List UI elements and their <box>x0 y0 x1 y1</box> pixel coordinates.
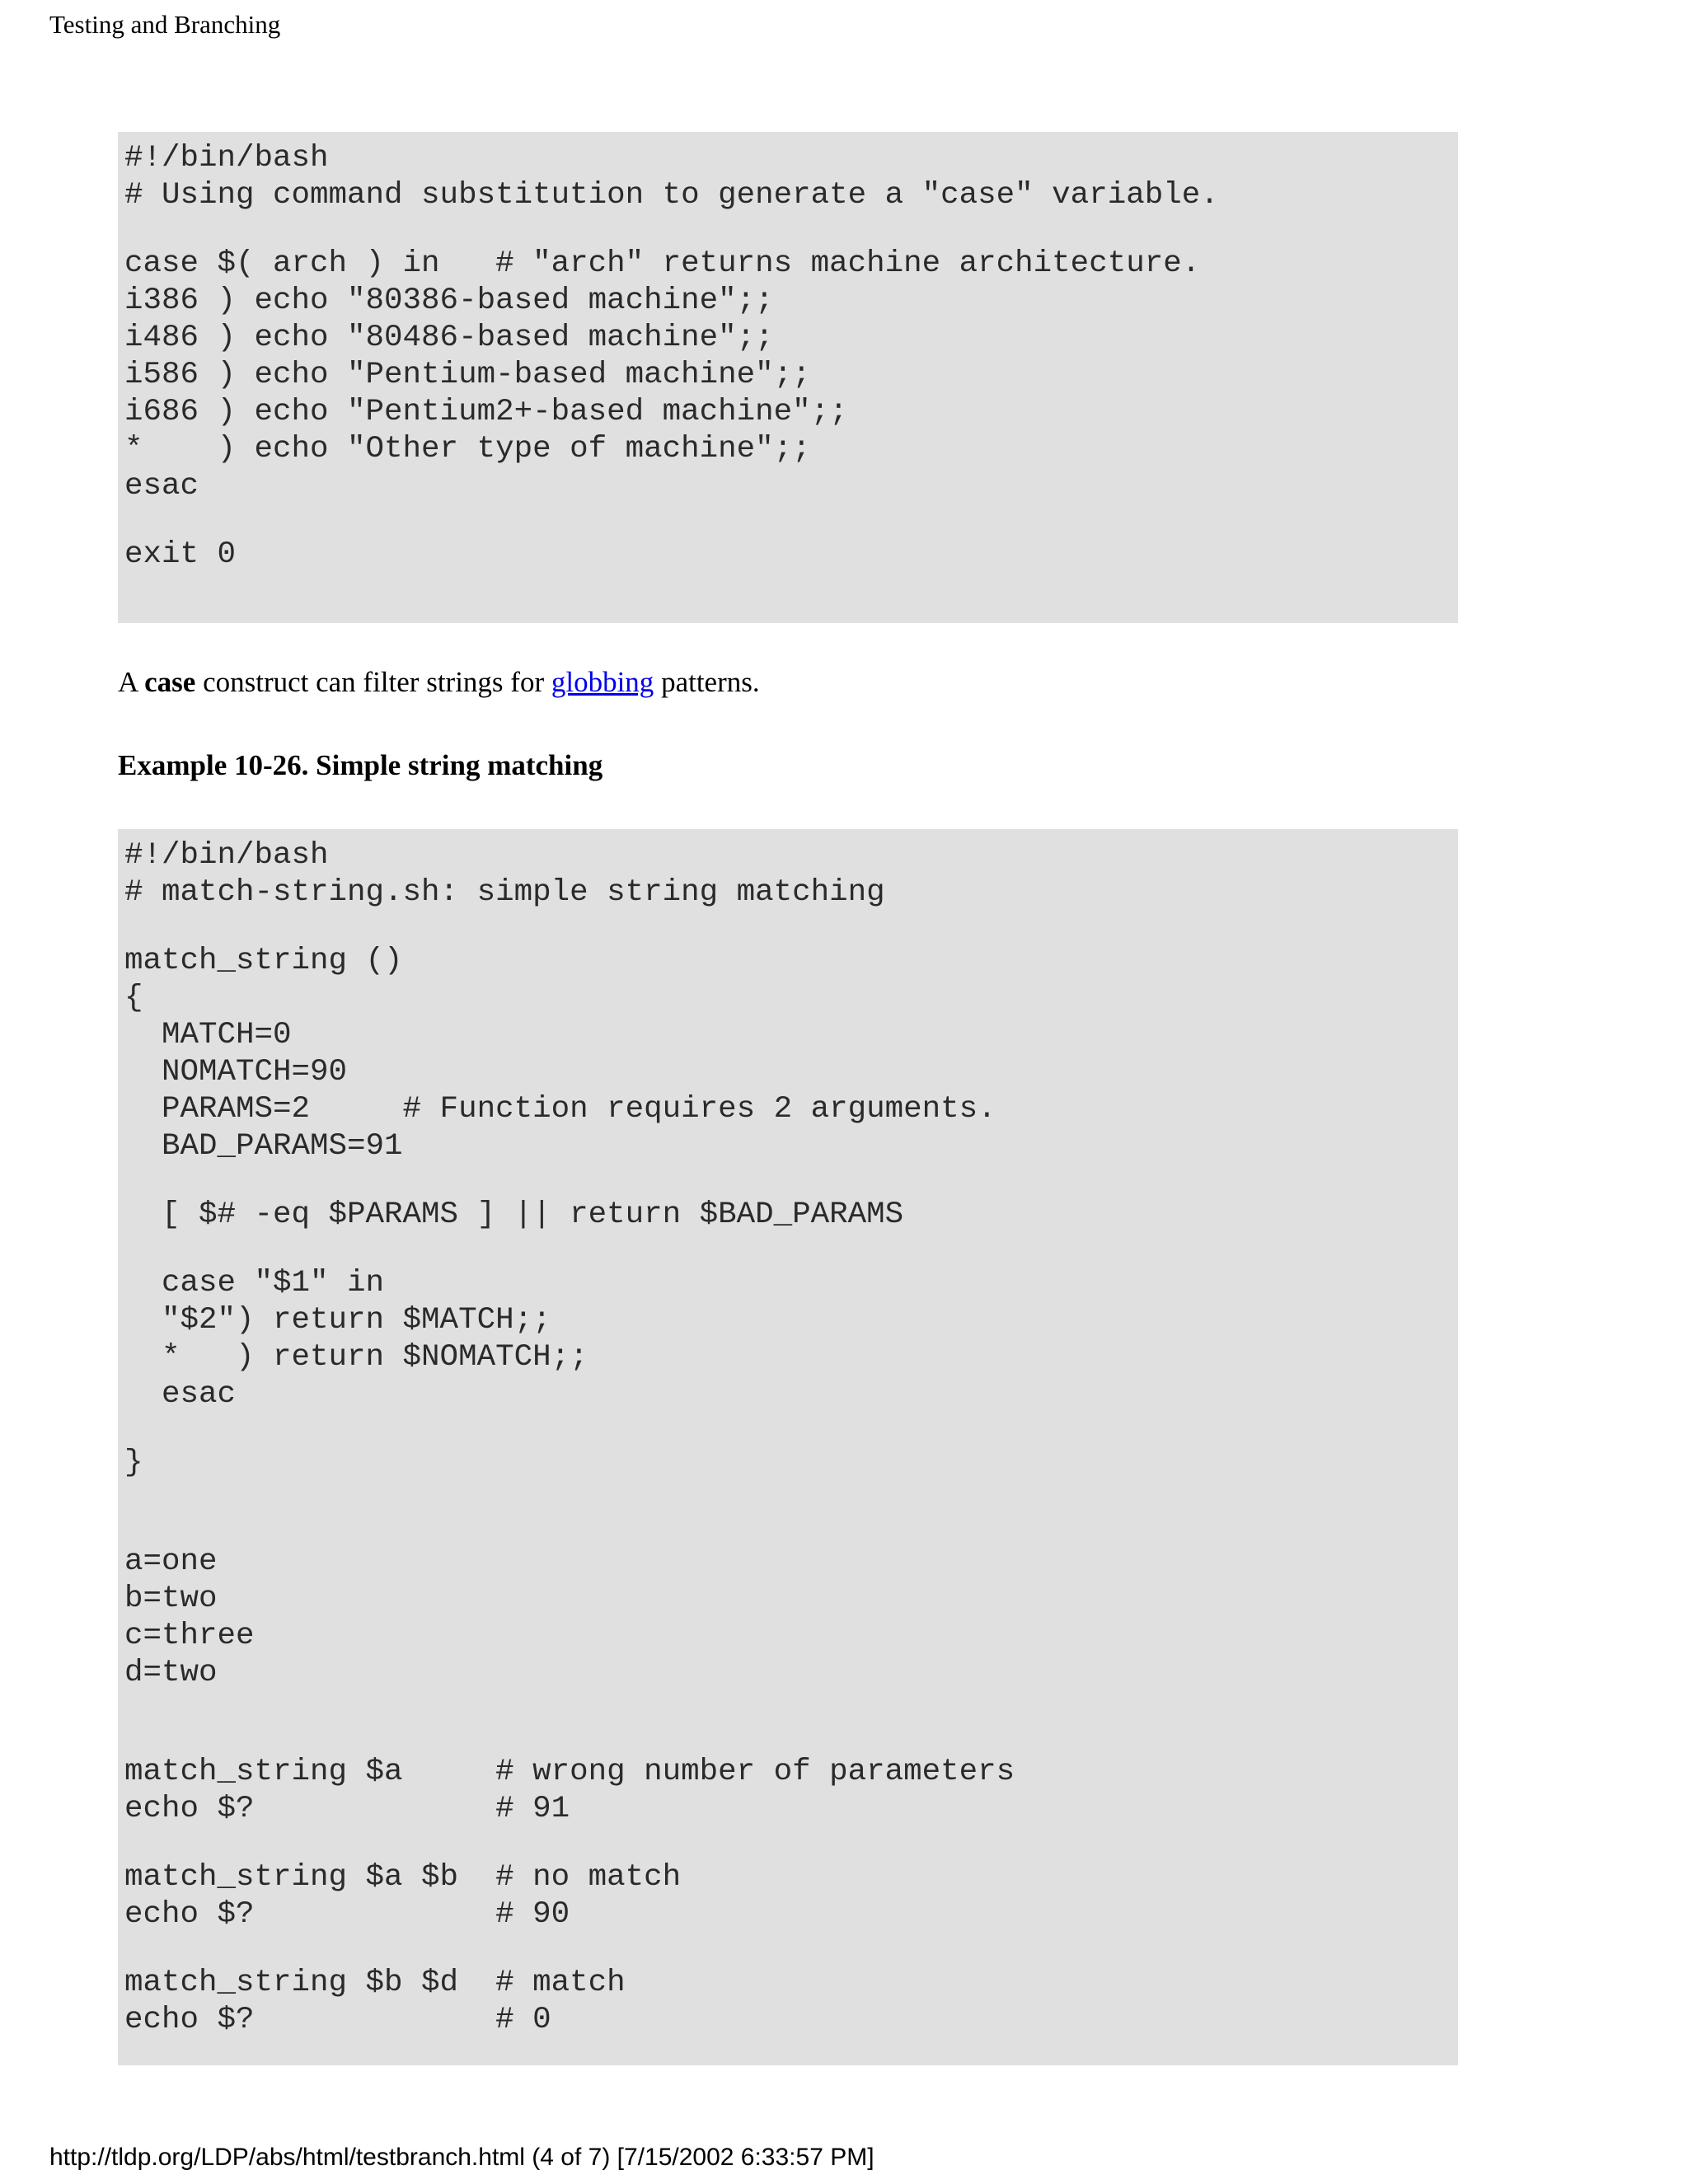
code-line: case $( arch ) in # "arch" returns machine architecture. <box>124 246 1201 281</box>
code-line: match_string $b $d # match <box>124 1966 626 2000</box>
code-line: a=one <box>124 1544 218 1579</box>
code-line: match_string () <box>124 944 403 978</box>
code-line: echo $? # 0 <box>124 2003 551 2037</box>
code-line: esac <box>124 469 199 504</box>
code-block-match-string <box>118 829 1458 2065</box>
code-line: match_string $a $b # no match <box>124 1860 682 1895</box>
code-block-arch <box>118 132 1458 623</box>
code-line: # Using command substitution to generate a "case" variable. <box>124 178 1219 213</box>
code-line: i586 ) echo "Pentium-based machine";; <box>124 358 811 392</box>
code-line: NOMATCH=90 <box>124 1055 348 1090</box>
code-line: d=two <box>124 1656 218 1690</box>
code-line: MATCH=0 <box>124 1018 292 1052</box>
page-header: Testing and Branching <box>49 10 281 39</box>
code-line: echo $? # 90 <box>124 1897 570 1932</box>
code-line: c=three <box>124 1619 255 1653</box>
paragraph-prefix: A <box>118 666 145 698</box>
code-line: # match-string.sh: simple string matching <box>124 875 885 910</box>
code-line: } <box>124 1446 143 1480</box>
code-line: case "$1" in <box>124 1266 385 1301</box>
code-line: #!/bin/bash <box>124 838 329 873</box>
example-title: Example 10-26. Simple string matching <box>118 749 603 781</box>
code-line: i686 ) echo "Pentium2+-based machine";; <box>124 395 848 429</box>
code-line: "$2") return $MATCH;; <box>124 1303 551 1338</box>
code-line: echo $? # 91 <box>124 1792 570 1826</box>
code-line: { <box>124 981 143 1015</box>
code-line: BAD_PARAMS=91 <box>124 1129 403 1164</box>
code-line: [ $# -eq $PARAMS ] || return $BAD_PARAMS <box>124 1197 904 1232</box>
code-line: esac <box>124 1377 237 1412</box>
code-line: i486 ) echo "80486-based machine";; <box>124 321 774 355</box>
globbing-link[interactable]: globbing <box>551 666 654 698</box>
code-line: PARAMS=2 # Function requires 2 arguments. <box>124 1092 996 1127</box>
code-line: exit 0 <box>124 537 237 572</box>
code-line: * ) echo "Other type of machine";; <box>124 432 811 466</box>
code-line: match_string $a # wrong number of parameters <box>124 1755 1015 1789</box>
body-paragraph <box>118 663 760 701</box>
page-footer: http://tldp.org/LDP/abs/html/testbranch.html (4 of 7) [7/15/2002 6:33:57 PM] <box>49 2144 874 2171</box>
code-line: #!/bin/bash <box>124 141 329 176</box>
paragraph-middle: construct can filter strings for <box>195 666 551 698</box>
paragraph-suffix: patterns. <box>654 666 760 698</box>
code-line: b=two <box>124 1582 218 1616</box>
paragraph-keyword: case <box>144 666 196 698</box>
code-line: * ) return $NOMATCH;; <box>124 1340 588 1375</box>
code-line: i386 ) echo "80386-based machine";; <box>124 284 774 318</box>
